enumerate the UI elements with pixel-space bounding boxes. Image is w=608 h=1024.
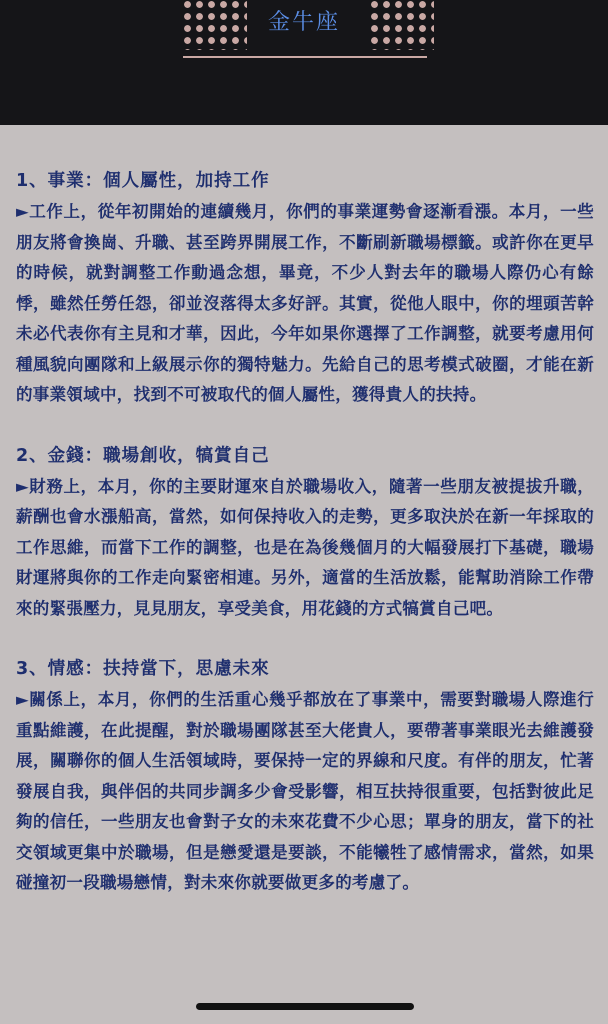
section-heading: 1、事業：個人屬性，加持工作 [16,171,270,191]
section-heading: 2、金錢：職場創收，犒賞自己 [16,445,270,466]
home-indicator[interactable] [196,1003,414,1010]
section-relationship [16,653,594,899]
article-content [16,165,594,928]
section-money [16,440,594,625]
title-underline [183,56,427,58]
section-body: ►關係上，本月，你們的生活重心幾乎都放在了事業中，需要對職場人際進行重點維護，在此提醒，對於職場團隊甚至大佬貴人，要帶著事業眼光去維護發展，關聯你的個人生活領域時，要保持一定的界線和尺度。有伴的朋友，忙著發展自我，與伴侶的共同步調多少會受影響，相互扶持很重要，包括對彼此足夠的信任，一些朋友也會對子女的未來花費不少心思；單身的朋友，當下的社交領域更集中於職場，但是戀愛還是要談，不能犧牲了感情需求，當然，如果碰撞初一段職場戀情，對未來你就要做更多的考慮了。 [16,690,594,892]
section-body: ►財務上，本月，你的主要財運來自於職場收入，隨著一些朋友被提拔升職，薪酬也會水漲船高，當然，如何保持收入的走勢，更多取決於在新一年採取的工作思維，而當下工作的調整，也是在為後幾個月的大幅發展打下基礎，職場財運將與你的工作走向緊密相連。另外，適當的生活放鬆，能幫助消除工作帶來的緊張壓力，見見朋友，享受美食，用花錢的方式犒賞自己吧。 [16,476,594,618]
section-career [16,165,594,411]
section-heading: 3、情感：扶持當下，思慮未來 [16,659,270,679]
section-body: ►工作上，從年初開始的連續幾月，你們的事業運勢會逐漸看漲。本月，一些朋友將會換崗、升職、甚至跨界開展工作，不斷刷新職場標籤。或許你在更早的時候，就對調整工作動過念想，畢竟，不少人對去年的職場人際仍心有餘悸，雖然任勞任怨，卻並沒落得太多好評。其實，從他人眼中，你的埋頭苦幹未必代表你有主見和才華，因此，今年如果你選擇了工作調整，就要考慮用何種風貌向團隊和上級展示你的獨特魅力。先給自己的思考模式破圈，才能在新的事業領域中，找到不可被取代的個人屬性，獲得貴人的扶持。 [16,202,594,404]
page-title: 金牛座 [267,10,340,35]
header-bar [0,0,608,125]
